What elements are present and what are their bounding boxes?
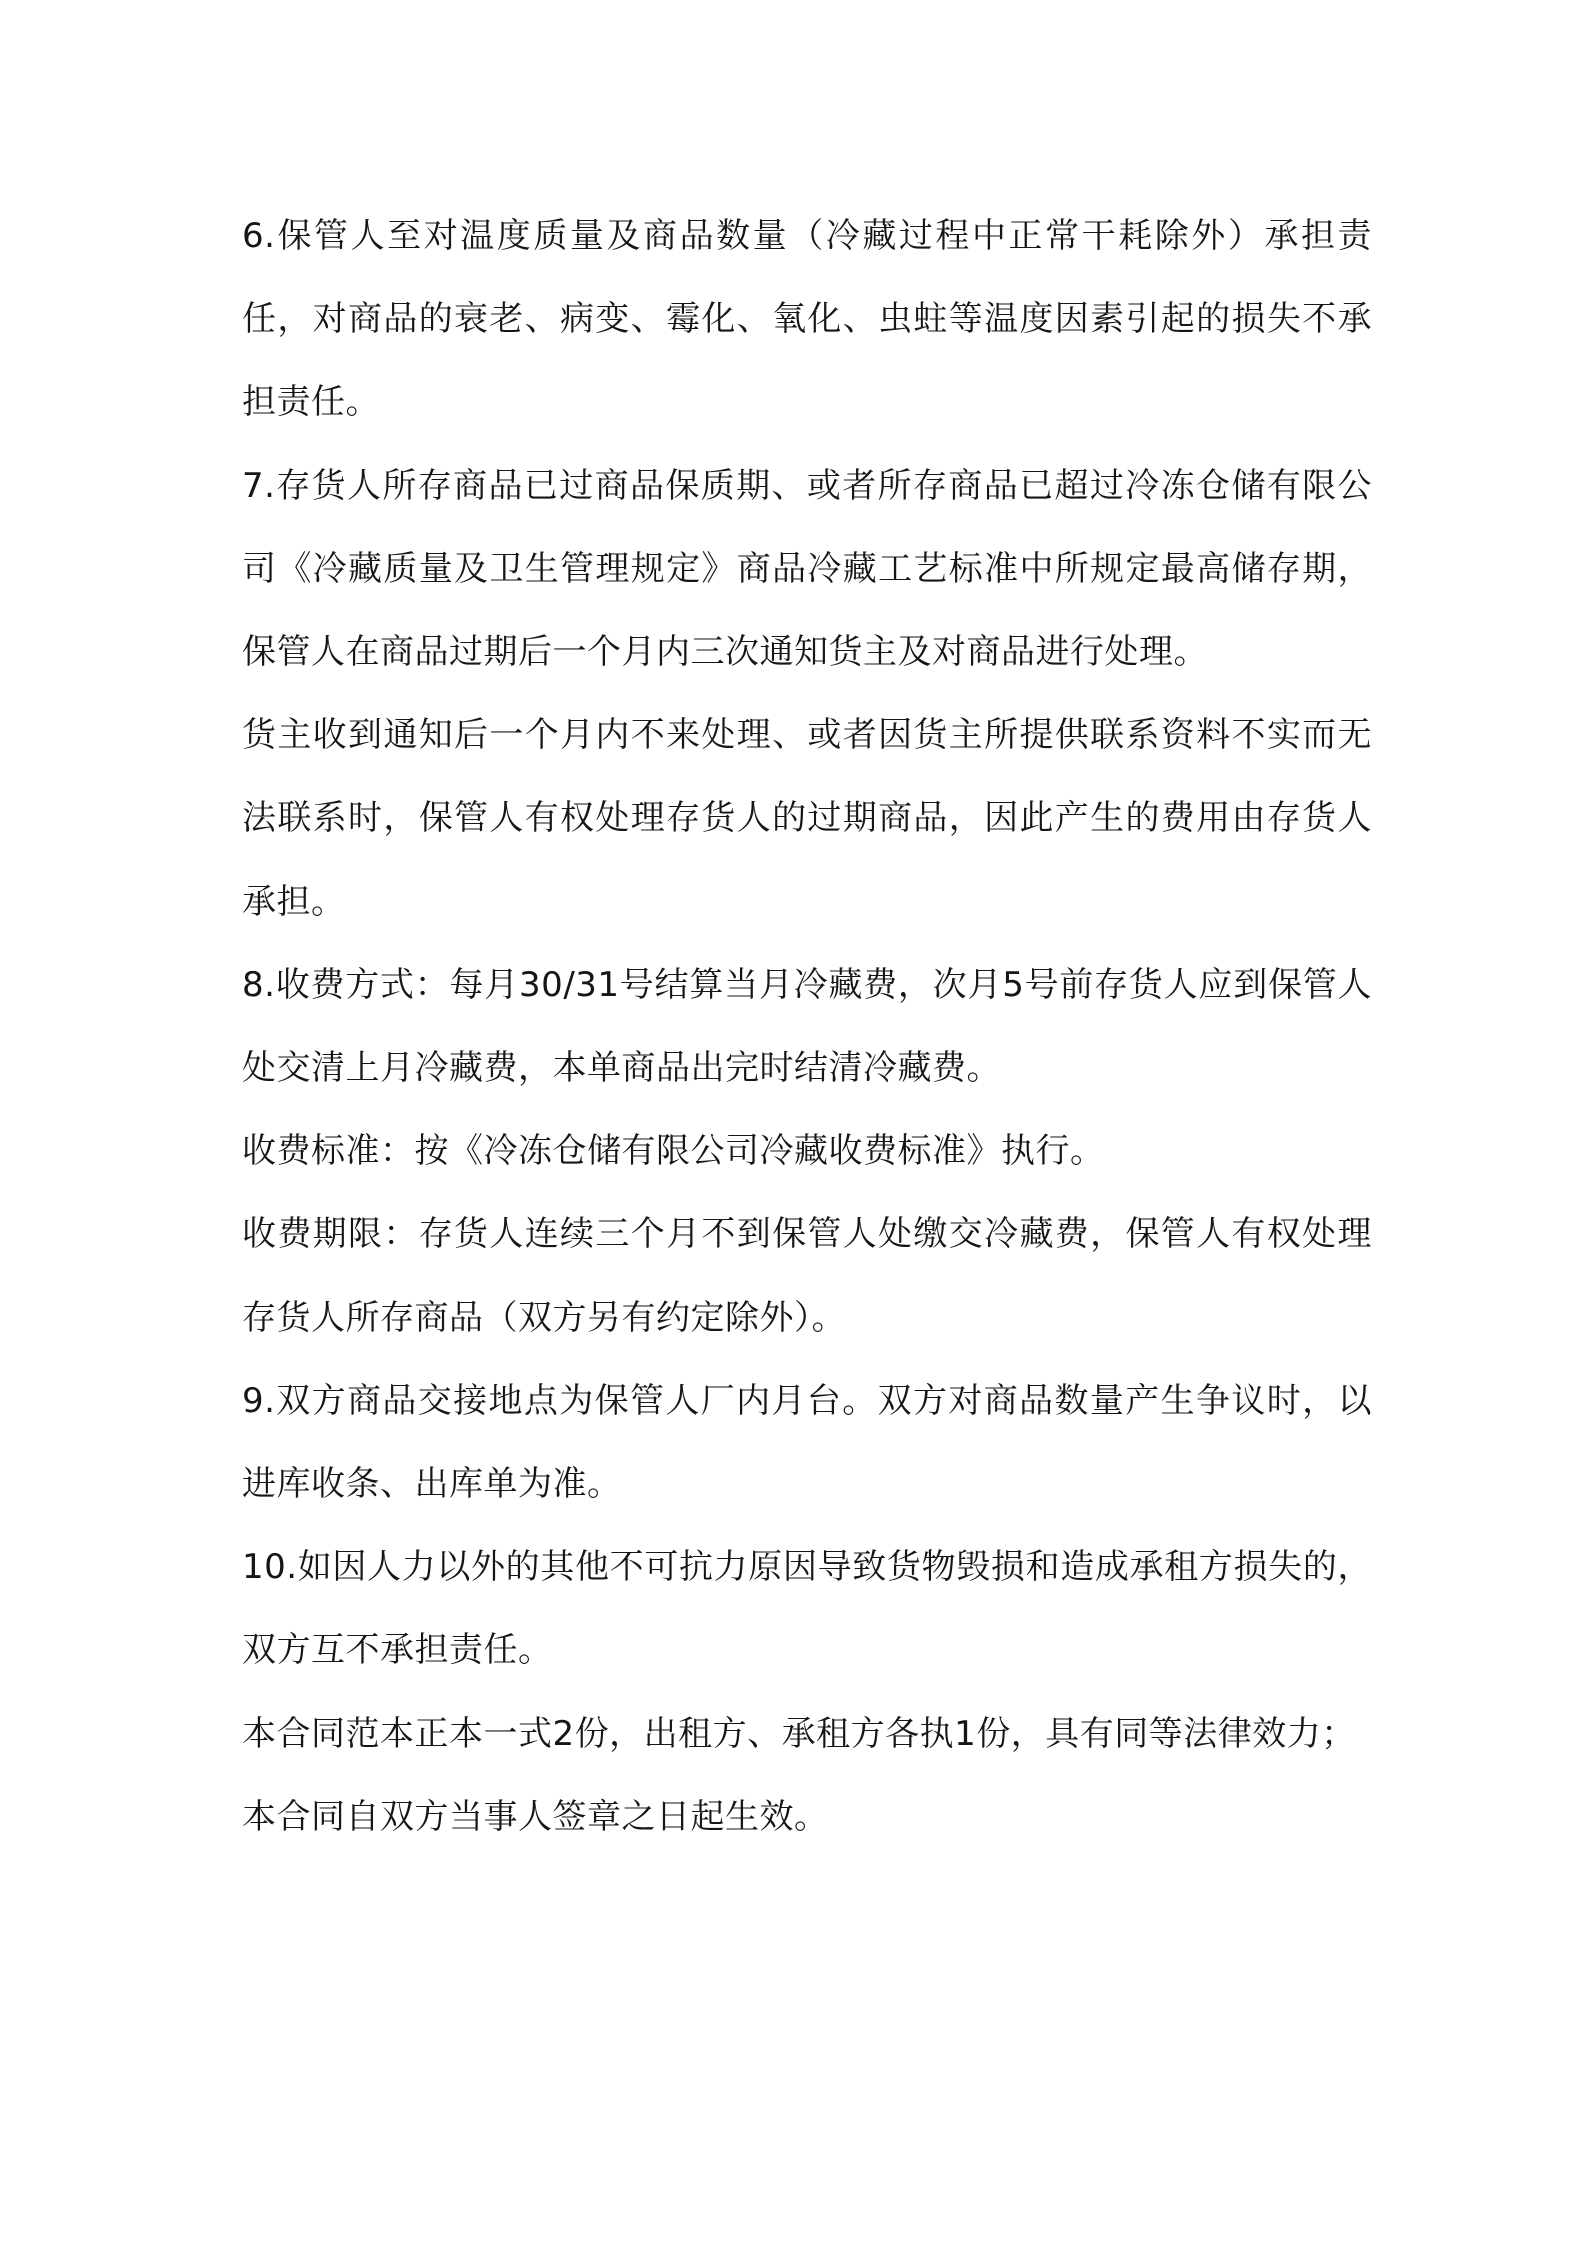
clause-8-payment-method: 8.收费方式：每月30/31号结算当月冷藏费，次月5号前存货人应到保管人处交清上月冷藏费，本单商品出完时结清冷藏费。 bbox=[242, 964, 1372, 1089]
clause-8-fee-deadline: 收费期限：存货人连续三个月不到保管人处缴交冷藏费，保管人有权处理存货人所存商品（双方另有约定除外）。 bbox=[242, 1214, 1372, 1338]
copies-clause: 本合同范本正本一式2份，出租方、承租方各执1份，具有同等法律效力； bbox=[242, 1713, 1356, 1754]
clause-9: 9.双方商品交接地点为保管人厂内月台。双方对商品数量产生争议时，以进库收条、出库单为准。 bbox=[242, 1380, 1372, 1505]
effective-clause: 本合同自双方当事人签章之日起生效。 bbox=[242, 1796, 829, 1837]
clause-7: 7.存货人所存商品已过商品保质期、或者所存商品已超过冷冻仓储有限公司《冷藏质量及卫生管理规定》商品冷藏工艺标准中所规定最高储存期，保管人在商品过期后一个月内三次通知货主及对商品进行处理。 bbox=[242, 465, 1372, 673]
clause-8-fee-standard: 收费标准：按《冷冻仓储有限公司冷藏收费标准》执行。 bbox=[242, 1131, 1105, 1172]
clause-7-continued: 货主收到通知后一个月内不来处理、或者因货主所提供联系资料不实而无法联系时，保管人有权处理存货人的过期商品，因此产生的费用由存货人承担。 bbox=[242, 715, 1372, 922]
document-body bbox=[242, 195, 1372, 1859]
clause-6: 6.保管人至对温度质量及商品数量（冷藏过程中正常干耗除外）承担责任，对商品的衰老、病变、霉化、氧化、虫蛀等温度因素引起的损失不承担责任。 bbox=[242, 216, 1372, 423]
clause-10: 10.如因人力以外的其他不可抗力原因导致货物毁损和造成承租方损失的，双方互不承担责任。 bbox=[242, 1547, 1372, 1671]
